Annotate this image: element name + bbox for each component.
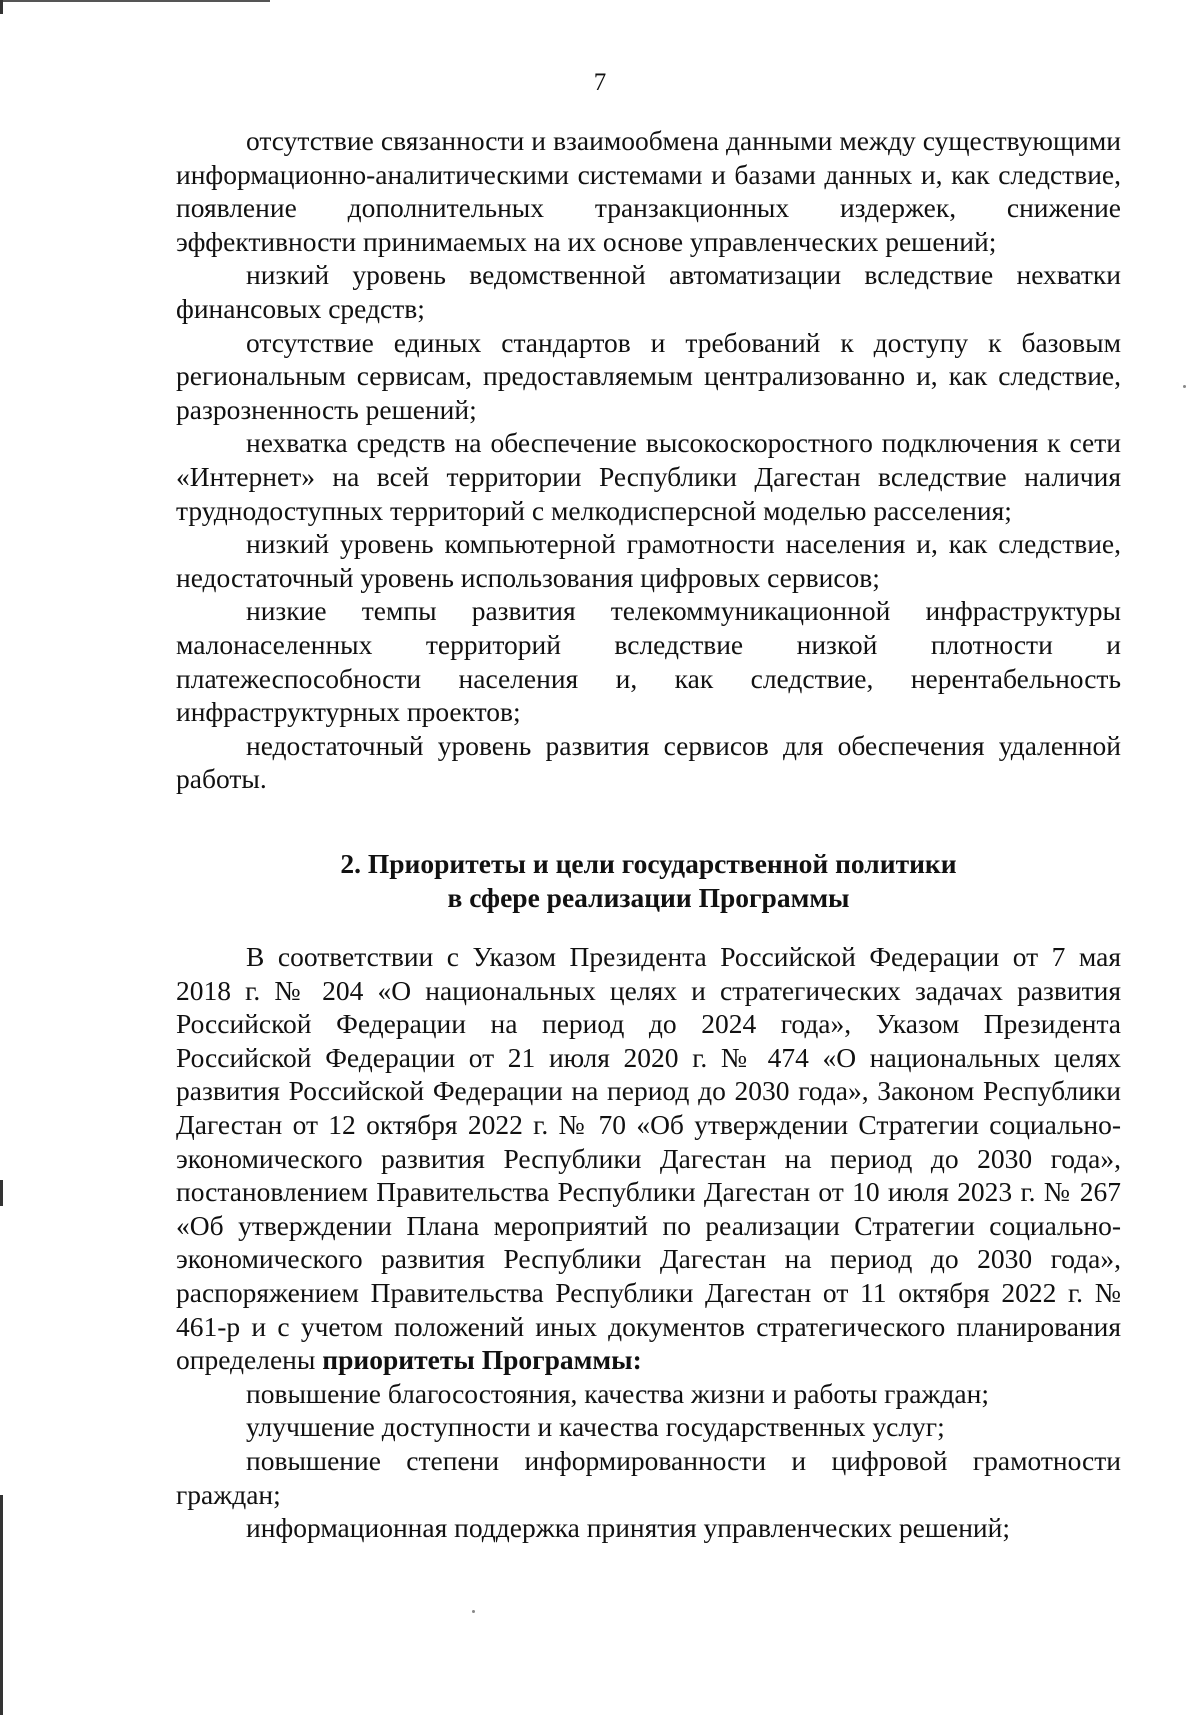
intro-paragraph	[176, 940, 1121, 1377]
problem-paragraph: нехватка средств на обеспечение высокоскоростного подключения к сети «Интернет» на всей территории Республики Дагестан вследствие наличия труднодоступных территорий с мелкодисперсной моделью расселения;	[176, 427, 1121, 526]
section-heading-line: 2. Приоритеты и цели государственной политики	[340, 848, 957, 879]
problem-paragraph: недостаточный уровень развития сервисов для обеспечения удаленной работы.	[176, 729, 1121, 795]
priority-item: информационная поддержка принятия управленческих решений;	[246, 1512, 1010, 1544]
scan-speck	[1183, 385, 1186, 388]
problem-paragraph: отсутствие связанности и взаимообмена данными между существующими информационно-аналитическими системами и базами данных и, как следствие, появление дополнительных транзакционных издержек, снижение эффективности принимаемых на их основе управленческих решений;	[176, 125, 1121, 257]
priority-item: улучшение доступности и качества государственных услуг;	[246, 1411, 945, 1443]
scan-margin-mark	[0, 1495, 3, 1715]
problems-list	[176, 124, 1121, 796]
priorities-section	[176, 940, 1121, 1545]
scan-margin-mark	[0, 0, 3, 14]
priorities-label: приоритеты Программы:	[322, 1344, 642, 1376]
problem-paragraph: отсутствие единых стандартов и требований к доступу к базовым региональным сервисам, предоставляемым централизованно и, как следствие, разрозненность решений;	[176, 326, 1121, 425]
problem-paragraph: низкий уровень ведомственной автоматизации вследствие нехватки финансовых средств;	[176, 259, 1121, 324]
page-number: 7	[593, 69, 607, 96]
scan-speck	[472, 1610, 475, 1613]
problem-paragraph: низкий уровень компьютерной грамотности населения и, как следствие, недостаточный уровень использования цифровых сервисов;	[176, 528, 1121, 593]
section-heading	[176, 847, 1121, 914]
section-heading-line: в сфере реализации Программы	[447, 881, 850, 913]
priority-item: повышение благосостояния, качества жизни и работы граждан;	[246, 1377, 989, 1409]
scan-edge-line	[0, 0, 270, 2]
priority-item: повышение степени информированности и цифровой грамотности граждан;	[176, 1444, 1121, 1510]
problem-paragraph: низкие темпы развития телекоммуникационной инфраструктуры малонаселенных территорий вследствие низкой плотности и платежеспособности населения и, как следствие, нерентабельность инфраструктурных проектов;	[176, 595, 1121, 728]
intro-text: В соответствии с Указом Президента Российской Федерации от 7 мая 2018 г. № 204 «О национальных целях и стратегических задачах развития Российской Федерации на период до 2024 года», Указом Президента Российской Федерации от 21 июля 2020 г. № 474 «О национальных целях развития Российской Федерации на период до 2030 года», Законом Республики Дагестан от 12 октября 2022 г. № 70 «Об утверждении Стратегии социально-экономического развития Республики Дагестан на период до 2030 года», постановлением Правительства Республики Дагестан от 10 июля 2023 г. № 267 «Об утверждении Плана мероприятий по реализации Стратегии социально-экономического развития Республики Дагестан на период до 2030 года», распоряжением Правительства Республики Дагестан от 11 октября 2022 г. № 461-р и с учетом положений иных документов стратегического планирования определены	[176, 941, 1121, 1376]
scan-margin-mark	[0, 1180, 3, 1206]
